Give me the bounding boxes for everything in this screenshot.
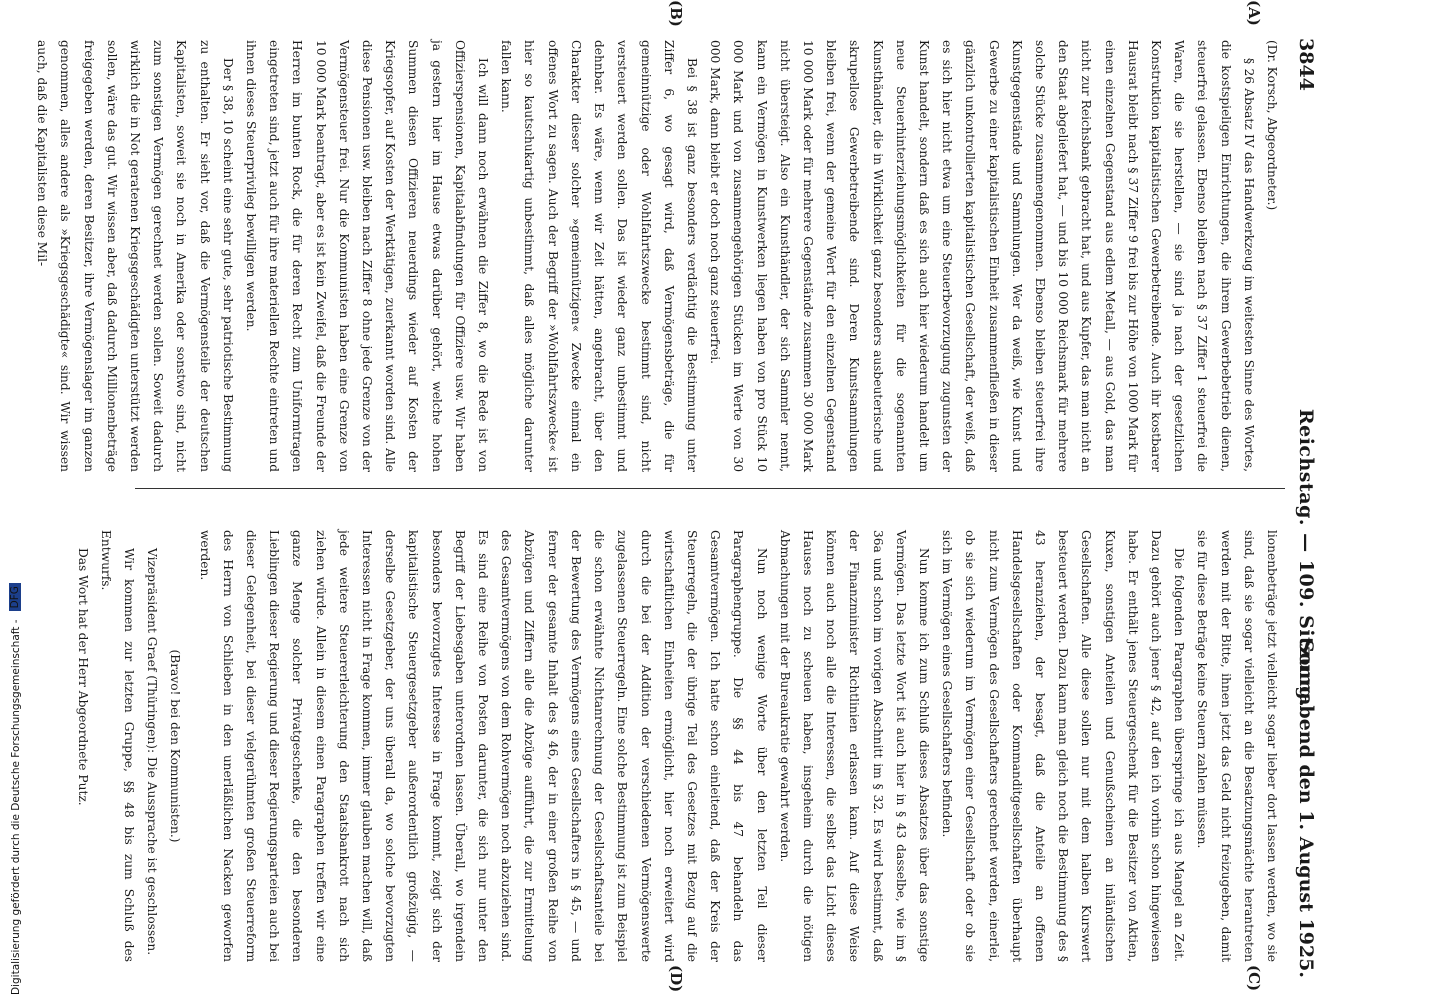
paragraph: Die folgenden Paragraphen überspringe ich aus Mangel an Zeit. Dazu gehört auch jener § 42, auf den ich vorhin schon hingewiesen habe. Er enthält jenes Steuergeschenk für die Besitzer von Aktien, Kuxen, sonstigen Anteilen und Genußscheinen an inländischen Gesellschaften. Alle diese sollen nur mit dem halben Kurswert besteuert werden. Dazu kann man gleich noch die Bestimmung des § 43 heranziehen, der besagt, daß die Anteile an offenen Handelsgesellschaften oder Kommanditgesellschaften überhaupt nicht zum Vermögen des Gesellschafters gerechnet werden, einerlei, ob sie sich wiederum im Vermögen einer Gesellschaft oder ob sie sich im Vermögen eines Gesellschafters befinden.: [940, 530, 1187, 962]
margin-marker-a: (A): [1245, 0, 1263, 26]
dfg-logo: DFG: [9, 583, 21, 611]
footer: [4, 0, 24, 995]
paragraph: Nun noch wenige Worte über den letzten Teil dieser Paragraphengruppe. Die §§ 44 bis 47 behandeln das Gesamtvermögen. Ich hatte schon einleitend, daß der Kreis der Steuerregeln, die der übrige Teil des Gesetzes mit Bezug auf die wirtschaftlichen Einheiten ermöglicht, hier noch erweitert wird durch die bei der Addition der verschiedenen Vermögenswerte zugelassenen Steuerregeln. Eine solche Bestimmung ist zum Beispiel die schon erwähnte Nichtanrechnung der Gesellschaftsanteile bei der Bewertung des Vermögens eines Gesellschafters in § 45, — und ferner der gesamte Inhalt des § 46, der in einer großen Reihe von Abzügen und Ziffern alle die Abzüge aufführt, die zur Ermittelung des Gesamtvermögens von dem Rohvermögen noch abzuziehen sind. Es sind eine Reihe von Posten darunter, die sich nur unter den Begriff der Liebesgaben unterordnen lassen. Überall, wo irgendein besonders bevorzugtes Interesse in Frage kommt, zeigt sich der kapitalistische Steuergesetzgeber außerordentlich großzügig, — derselbe Gesetzgeber, der uns überall da, wo solche bevorzugten Interessen nicht in Frage kommen, immer glauben machen will, daß jede weitere Steuererleichterung den Staatsbankrott nach sich ziehen würde. Allein in diesem einen Paragraphen treffen wir eine ganze Menge solcher Privatgeschenke, die den besonderen Lieblingen dieser Regierung und dieser Regierungsparteien auch bei dieser Gelegenheit, bei dieser vielgerühmten großen Steuerreform des Herrn von Schlieben in den unerläßlichen Nacken geworfen werden.: [197, 530, 769, 962]
footer-text: Digitalisierung gefördert durch die Deutsche Forschungsgemeinschaft -: [10, 619, 22, 995]
applause-note: (Bravo! bei den Kommunisten.): [168, 649, 183, 843]
page-date: Sonnabend den 1. August 1925.: [1295, 639, 1317, 978]
paragraph: § 26 Absatz IV das Handwerkzeug im weitesten Sinne des Wortes, die kostspieligen Einrichtungen, die ihrem Gewerbebetrieb dienen, steuerfrei gelassen. Ebenso bleiben nach § 37 Ziffer 1 steuerfrei die Waren, die sie herstellen, — sie sind ja nach der gesetzlichen Konstruktion kapitalistischen Gewerbetreibende. Auch ihr kostbarer Hausrat bleibt nach § 37 Ziffer 9 frei bis zur Höhe von 1000 Mark für einen einzelnen Gegenstand aus edlem Metall, — aus Gold, das man nicht zur Reichsbank gebracht hat, und aus Kupfer, das man nicht an den Staat abgeliefert hat, — und bis 10 000 Reichsmark für mehrere solche Stücke zusammengenommen. Ebenso bleiben steuerfrei ihre Kunstgegenstände und Sammlungen. Wer da weiß, wie Kunst und Gewerbe zu einer kapitalistischen Einheit zusammenfließen in dieser gänzlich unkontrollierten kapitalistischen Gesellschaft, der weiß, daß es sich hier nicht etwa um eine Steuerbevorzugung zugunsten der Kunst handelt, sondern daß es sich auch hier wiederum handelt um neue Steuerhinterziehungsmöglichkeiten für die sogenannten Kunsthändler, die in Wirklichkeit ganz besonders ausbeuterische und skrupellose Gewerbetreibende sind. Deren Kunstsammlungen bleiben frei, wenn der gemeine Wert für den einzelnen Gegenstand 10 000 Mark oder für mehrere Gegenstände zusammen 30 000 Mark nicht übersteigt. Also ein Kunsthändler, der sich Sammler nennt, kann ein Vermögen in Kunstwerken liegen haben von pro Stück 10 000 Mark und von zusammengehörigen Stücken im Werte von 30 000 Mark, dann bleibt er doch noch ganz steuerfrei.: [708, 40, 1256, 472]
left-column: [35, 40, 1283, 472]
speaker-line: (Dr. Korsch, Abgeordneter.): [1265, 40, 1279, 211]
paragraph: Nun komme ich zum Schluß dieses Absatzes über das sonstige Vermögen. Das letzte Wort ist auch hier in § 43 dasselbe, wie im § 36a und schon im vorigen Abschnitt im § 32. Es wird bestimmt, daß der Finanzminister Richtlinien erlassen kann. Auf diese Weise können auch noch alle die Interessen, die selbst das Licht dieses Hauses noch zu scheuen haben, insgeheim durch die nötigen Abmachungen mit der Bureaukratie gewahrt werden.: [777, 530, 931, 962]
president-statement: Vizepräsident Graef (Thüringen): Die Aussprache ist geschlossen.: [145, 548, 160, 956]
page-title: Reichstag. — 109. Sitzung.: [1295, 408, 1317, 708]
paragraph: Wir kommen zur letzten Gruppe, §§ 48 bis zum Schluß des Entwurfs.: [98, 530, 137, 962]
column-divider: [135, 488, 1285, 489]
page-number: 3844: [1295, 38, 1317, 91]
paragraph: lionenbeträge jetzt vielleicht sogar lieber dort lassen werden, wo sie sind, daß sie sogar vielleicht an die Besatzungsmächte herantreten werden mit der Bitte, ihnen jetzt das Geld nicht freizugeben, damit sie für diese Beträge keine Steuern zahlen müssen.: [1195, 530, 1279, 962]
paragraph: Ich will dann noch erwähnen die Ziffer 8, wo die Rede ist von Offizierspensionen, Kapitalabfindungen für Offiziere usw. Wir haben ja gestern hier im Hause etwas darüber gehört, welche hohen Summen diesen Offizieren neuerdings wieder auf Kosten der Kriegsopfer, auf Kosten der Werktätigen, zuerkannt worden sind. Alle diese Pensionen usw. bleiben nach Ziffer 8 ohne jede Grenze von der Vermögensteuer frei. Nur die Kommunisten haben eine Grenze von 10 000 Mark beantragt, aber es ist kein Zweifel, daß die Freunde der Herren im bunten Rock, die für deren Recht zum Uniformtragen eingetreten sind, jetzt auch für ihre materiellen Rechte eintreten und ihnen dieses Steuerprivileg bewilligen werden.: [244, 40, 491, 472]
page-header: [1283, 38, 1317, 978]
paragraph: Das Wort hat der Herr Abgeordnete Putz.: [75, 548, 90, 806]
paragraph: Der § 38, 10 scheint eine sehr gute, sehr patriotische Bestimmung zu enthalten. Er sieht vor, daß die Vermögensteile der deutschen Kapitalisten, soweit sie noch in Amerika oder sonstwo sind, nicht zum sonstigen Vermögen gerechnet werden sollen. Soweit dadurch wirklich die in Not geratenen Kriegsgeschädigten unterstützt werden sollen, wäre das gut. Wir wissen aber, daß dadurch Millionenbeträge freigegeben werden, deren Besitzer, ihre Vermögenslager im ganzen genommen, alles andere als »Kriegsgeschädigte« sind. Wir wissen auch, daß die Kapitalisten diese Mil-: [35, 40, 235, 472]
margin-marker-d: (D): [667, 965, 685, 993]
margin-marker-c: (C): [1245, 965, 1263, 992]
right-column: [75, 530, 1283, 962]
margin-marker-b: (B): [667, 0, 685, 27]
paragraph: Bei § 38 ist ganz besonders verdächtig die Bestimmung unter Ziffer 6, wo gesagt wird, daß Vermögensbeträge, die für gemeinnützige oder Wohlfahrtszwecke bestimmt sind, nicht versteuert werden sollen. Das ist wieder ganz unbestimmt und dehnbar. Es wäre, wenn wir Zeit hätten, angebracht, über den Charakter dieser solcher »gemeinnützigen« Zwecke einmal ein offenes Wort zu sagen. Auch der Begriff der »Wohlfahrtszwecke« ist hier so kautschukartig unbestimmt, daß alles mögliche darunter fallen kann.: [499, 40, 699, 472]
rotated-page: [35, 0, 1325, 1000]
